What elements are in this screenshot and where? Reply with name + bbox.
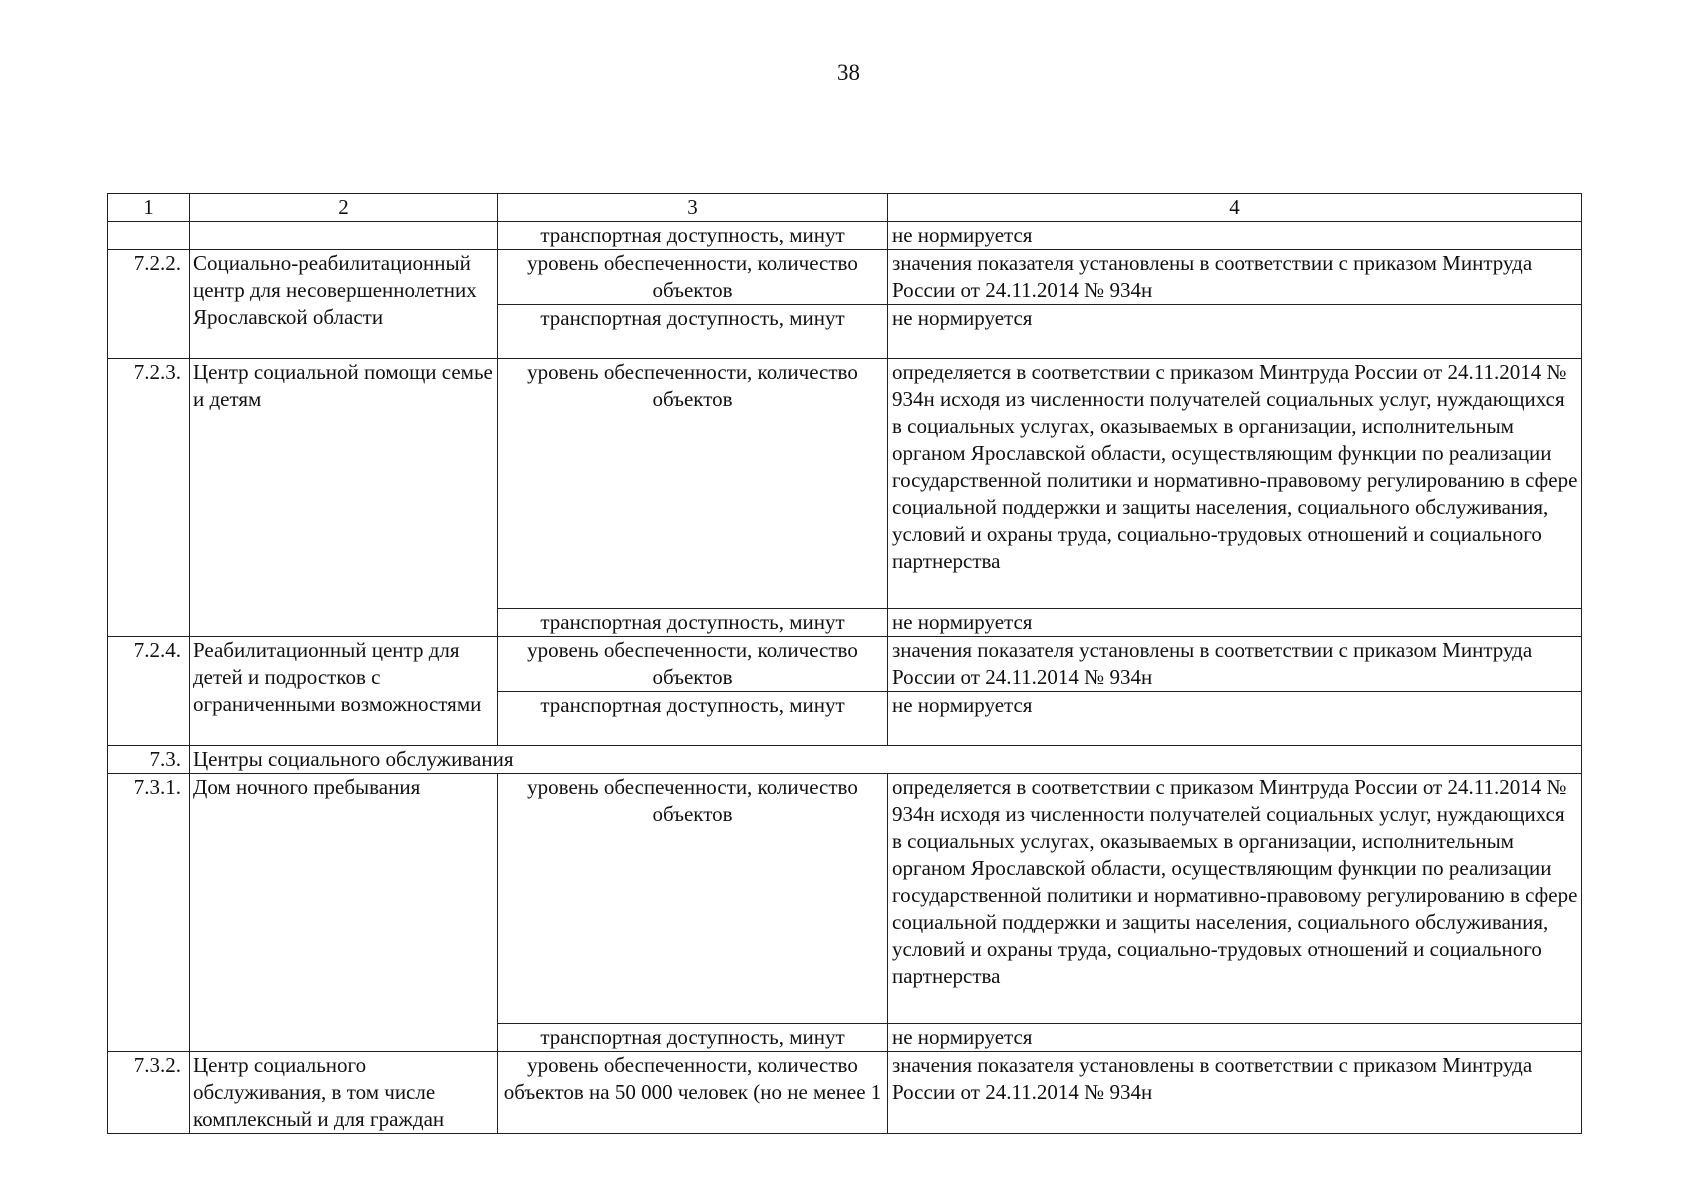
row-number: 7.2.3. — [108, 359, 190, 637]
object-name: Реабилитационный центр для детей и подростков с ограниченными возможностями — [190, 637, 498, 746]
table-row — [108, 250, 1582, 305]
value-cell: не нормируется — [888, 1024, 1582, 1052]
parameter-cell: уровень обеспеченности, количество объектов — [498, 359, 888, 609]
value-cell: определяется в соответствии с приказом Минтруда России от 24.11.2014 № 934н исходя из численности получателей социальных услуг, нуждающихся в социальных услугах, оказываемых в организации, исполнительным органом Ярославской области, осуществляющим функции по реализации государственной политики и нормативно-правовому регулированию в сфере социальной поддержки и защиты населения, социального обслуживания, условий и охраны труда, социально-трудовых отношений и социального партнерства — [888, 359, 1582, 609]
norms-table — [107, 193, 1582, 1134]
row-number: 7.2.4. — [108, 637, 190, 746]
table-row — [108, 746, 1582, 774]
object-name — [190, 222, 498, 250]
value-cell: значения показателя установлены в соответствии с приказом Минтруда России от 24.11.2014 № 934н — [888, 637, 1582, 692]
value-cell: не нормируется — [888, 305, 1582, 359]
parameter-cell: транспортная доступность, минут — [498, 1024, 888, 1052]
parameter-cell: уровень обеспеченности, количество объектов — [498, 637, 888, 692]
section-title: Центры социального обслуживания — [190, 746, 1582, 774]
row-number: 7.3. — [108, 746, 190, 774]
table-row — [108, 1052, 1582, 1134]
value-cell: значения показателя установлены в соответствии с приказом Минтруда России от 24.11.2014 № 934н — [888, 1052, 1582, 1134]
row-number: 7.3.1. — [108, 774, 190, 1052]
parameter-cell: транспортная доступность, минут — [498, 609, 888, 637]
parameter-cell: уровень обеспеченности, количество объектов — [498, 774, 888, 1024]
object-name: Дом ночного пребывания — [190, 774, 498, 1052]
header-col-3: 3 — [498, 194, 888, 222]
value-cell: не нормируется — [888, 692, 1582, 746]
row-number — [108, 222, 190, 250]
object-name: Центр социальной помощи семье и детям — [190, 359, 498, 637]
parameter-cell: уровень обеспеченности, количество объектов — [498, 250, 888, 305]
parameter-cell: транспортная доступность, минут — [498, 305, 888, 359]
value-cell: значения показателя установлены в соответствии с приказом Минтруда России от 24.11.2014 № 934н — [888, 250, 1582, 305]
parameter-cell: уровень обеспеченности, количество объектов на 50 000 человек (но не менее 1 — [498, 1052, 888, 1134]
parameter-cell: транспортная доступность, минут — [498, 692, 888, 746]
table-header-row — [108, 194, 1582, 222]
object-name: Центр социального обслуживания, в том числе комплексный и для граждан — [190, 1052, 498, 1134]
table-row — [108, 359, 1582, 609]
row-number: 7.3.2. — [108, 1052, 190, 1134]
table-row — [108, 774, 1582, 1024]
object-name: Социально-реабилитационный центр для несовершеннолетних Ярославской области — [190, 250, 498, 359]
table-row — [108, 637, 1582, 692]
value-cell: не нормируется — [888, 609, 1582, 637]
header-col-4: 4 — [888, 194, 1582, 222]
header-col-1: 1 — [108, 194, 190, 222]
table-row — [108, 222, 1582, 250]
page-number: 38 — [837, 60, 860, 85]
header-col-2: 2 — [190, 194, 498, 222]
value-cell: определяется в соответствии с приказом Минтруда России от 24.11.2014 № 934н исходя из численности получателей социальных услуг, нуждающихся в социальных услугах, оказываемых в организации, исполнительным органом Ярославской области, осуществляющим функции по реализации государственной политики и нормативно-правовому регулированию в сфере социальной поддержки и защиты населения, социального обслуживания, условий и охраны труда, социально-трудовых отношений и социального партнерства — [888, 774, 1582, 1024]
row-number: 7.2.2. — [108, 250, 190, 359]
parameter-cell: транспортная доступность, минут — [498, 222, 888, 250]
value-cell: не нормируется — [888, 222, 1582, 250]
